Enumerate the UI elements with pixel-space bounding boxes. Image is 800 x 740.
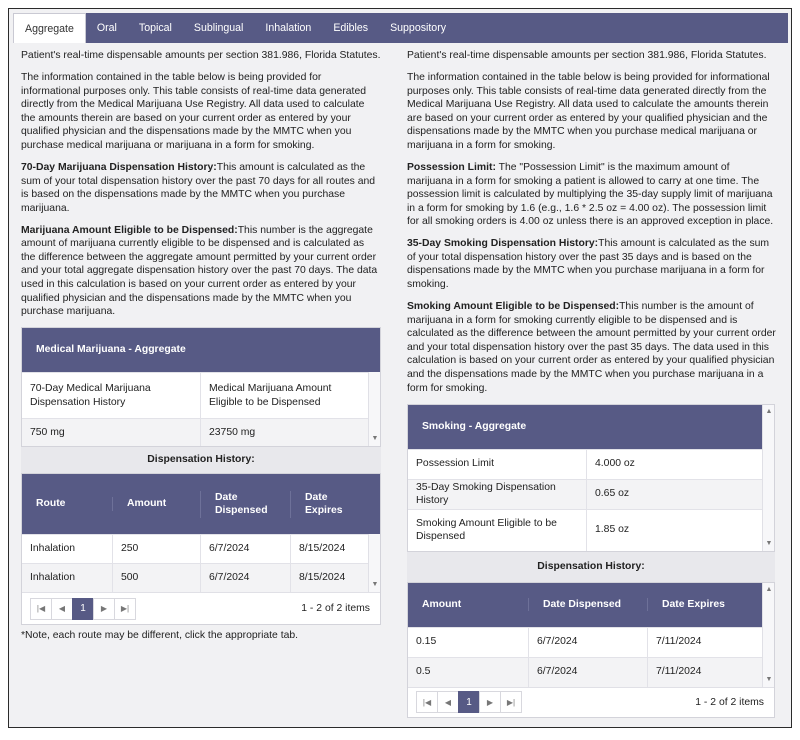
grid-title: Medical Marijuana - Aggregate [36,344,186,356]
cell-amount: 500 [112,564,200,592]
cell-date-expires: 8/15/2024 [290,564,370,592]
table-row [22,372,380,418]
tab-aggregate[interactable]: Aggregate [13,13,86,43]
statute-text: Patient's real-time dispensable amounts per section 381.986, Florida Statutes. [407,50,767,61]
grid-header [22,474,380,534]
definition-smoking-eligible [407,300,777,395]
tab-inhalation[interactable]: Inhalation [265,22,312,34]
cell-amount: 0.15 [416,636,437,648]
table-row [408,509,774,551]
definition-title: 70-Day Marijuana Dispensation History: [21,161,217,173]
column-header[interactable]: Amount [422,598,462,610]
summary-value: 4.000 oz [586,450,764,479]
definition-title: Marijuana Amount Eligible to be Dispensed: [21,224,238,236]
page-number-button[interactable]: 1 [458,691,480,713]
prev-page-icon[interactable]: ◀ [437,691,459,713]
next-page-icon[interactable]: ▶ [93,598,115,620]
definition-70-day-history [21,161,381,215]
dispensation-history-grid [21,473,381,625]
scroll-up-icon[interactable]: ▲ [765,407,773,415]
statute-text: Patient's real-time dispensable amounts per section 381.986, Florida Statutes. [21,50,381,61]
table-row [22,534,380,563]
column-header[interactable]: Date Expires [290,491,370,518]
smoking-aggregate-grid [407,404,775,552]
table-row [22,418,380,446]
column-header[interactable]: Date Dispensed [200,491,290,518]
prev-page-icon[interactable]: ◀ [51,598,73,620]
definition-text: This number is the amount of marijuana in a form for smoking currently eligible to be dispensed and is calculated as the difference between the amount permitted by your current order and your total dispensation history over the past 35 days. The data used in this calculation is based on your current order as entered by your qualified physician and the dispensations made by the MMTC when you purchase marijuana in a form for smoking. [407,301,776,394]
first-page-icon[interactable]: |◀ [416,691,438,713]
grid-header [408,405,774,449]
cell-date-dispensed: 6/7/2024 [528,658,647,687]
definition-possession-limit [407,161,777,229]
cell-amount: 250 [112,535,200,563]
cell-amount: 0.5 [416,666,431,678]
pager [22,592,380,624]
dispensation-history-title: Dispensation History: [21,447,381,473]
scroll-down-icon[interactable]: ▼ [371,581,379,589]
vertical-scrollbar[interactable] [368,534,380,592]
definition-title: 35-Day Smoking Dispensation History: [407,238,599,250]
cell-date-dispensed: 6/7/2024 [528,628,647,657]
definition-text: This number is the aggregate amount of marijuana currently eligible to be dispensed and is calculated as the difference between the aggregate amount permitted by your current order and your total aggregate dispensation history over the past 70 days. The data used in this calculation is based on your current order as entered by your qualified physician and the dispensations made by the MMTC when you purchase marijuana. [21,224,378,318]
summary-header-history: 70-Day Medical Marijuana Dispensation History [30,383,151,408]
cell-route: Inhalation [30,572,76,584]
summary-label: 35-Day Smoking Dispensation History [416,481,556,507]
definition-text: The "Possession Limit" is the maximum amount of marijuana in a form for smoking a patient is allowed to carry at one time. The possession limit is calculated by multiplying the 35-day supply limit of marijuana in a form for smoking by 1.6 (e.g., 1.6 * 2.5 oz = 4.00 oz). The possession limit for all smoking orders is 4.00 oz unless there is an approved exception in place. [407,161,774,228]
vertical-scrollbar[interactable] [762,583,774,687]
pager-info: 1 - 2 of 2 items [301,603,370,615]
column-header[interactable]: Route [36,498,66,510]
cell-route: Inhalation [30,543,76,555]
column-header[interactable]: Amount [112,497,200,511]
scroll-down-icon[interactable]: ▼ [765,675,773,683]
table-row [408,449,774,479]
tab-suppository[interactable]: Suppository [390,22,447,34]
scroll-up-icon[interactable]: ▲ [765,585,773,593]
tab-topical[interactable]: Topical [138,22,172,34]
column-header[interactable]: Date Dispensed [528,598,647,612]
cell-date-expires: 7/11/2024 [647,628,764,657]
last-page-icon[interactable]: ▶| [114,598,136,620]
cell-date-dispensed: 6/7/2024 [200,564,290,592]
scroll-down-icon[interactable]: ▼ [765,539,773,547]
last-page-icon[interactable]: ▶| [500,691,522,713]
page-number-button[interactable]: 1 [72,598,94,620]
table-row [408,479,774,509]
pager [408,687,774,717]
info-disclaimer: The information contained in the table below is being provided for informational purposes only. This table consists of real-time data generated directly from the Medical Marijuana Use Registry. All data used to calculate the amounts therein are based on your current order as entered by your qualified physician and the dispensations made by the MMTC when you purchase medical marijuana or marijuana in a form for smoking. [21,71,367,151]
definition-title: Smoking Amount Eligible to be Dispensed: [407,301,620,313]
smoking-panel [407,49,777,718]
definition-title: Possession Limit: [407,161,496,173]
app-frame [8,8,792,728]
medical-aggregate-grid [21,327,381,447]
definition-text: This amount is calculated as the sum of your total dispensation history over the past 35 days and is based on the dispensations made by the MMTC when you purchase marijuana in a form for smoking. [407,238,770,291]
vertical-scrollbar[interactable] [762,405,774,551]
tab-sublingual[interactable]: Sublingual [193,22,244,34]
summary-value-eligible: 23750 mg [200,419,370,446]
column-header[interactable]: Date Expires [647,598,764,612]
route-tabbar [13,13,788,43]
cell-date-dispensed: 6/7/2024 [200,535,290,563]
dispensation-history-title: Dispensation History: [407,552,775,582]
summary-header-eligible: Medical Marijuana Amount Eligible to be Dispensed [200,373,370,418]
smoking-history-grid [407,582,775,718]
table-row [408,627,774,657]
definition-35-day-history [407,237,777,291]
medical-marijuana-panel [21,49,381,651]
pager-info: 1 - 2 of 2 items [695,696,764,708]
summary-label: Possession Limit [416,458,494,470]
summary-value: 1.85 oz [586,510,764,551]
definition-text: This amount is calculated as the sum of your total dispensation history over the past 70 days for all routes and is based on the dispensations made by the MMTC when you purchase marijuana. [21,161,376,214]
grid-title: Smoking - Aggregate [422,420,527,432]
vertical-scrollbar[interactable] [368,372,380,446]
table-row [408,657,774,687]
tab-edibles[interactable]: Edibles [333,22,369,34]
grid-header [408,583,774,627]
tab-oral[interactable]: Oral [96,22,117,34]
cell-date-expires: 8/15/2024 [290,535,370,563]
summary-label: Smoking Amount Eligible to be Dispensed [416,517,557,543]
scroll-down-icon[interactable]: ▼ [371,435,379,443]
cell-date-expires: 7/11/2024 [647,658,764,687]
next-page-icon[interactable]: ▶ [479,691,501,713]
first-page-icon[interactable]: |◀ [30,598,52,620]
grid-header [22,328,380,372]
route-note: *Note, each route may be different, click the appropriate tab. [21,630,299,642]
summary-value-history: 750 mg [30,426,65,438]
summary-value: 0.65 oz [586,480,764,509]
table-row [22,563,380,592]
definition-eligible-amount [21,224,381,319]
info-disclaimer: The information contained in the table below is being provided for informational purposes only. This table consists of real-time data generated directly from the Medical Marijuana Use Registry. All data used to calculate the amounts therein are based on your current order as entered by your qualified physician and the dispensations made by the MMTC when you purchase medical marijuana or marijuana in a form for smoking. [407,71,770,151]
